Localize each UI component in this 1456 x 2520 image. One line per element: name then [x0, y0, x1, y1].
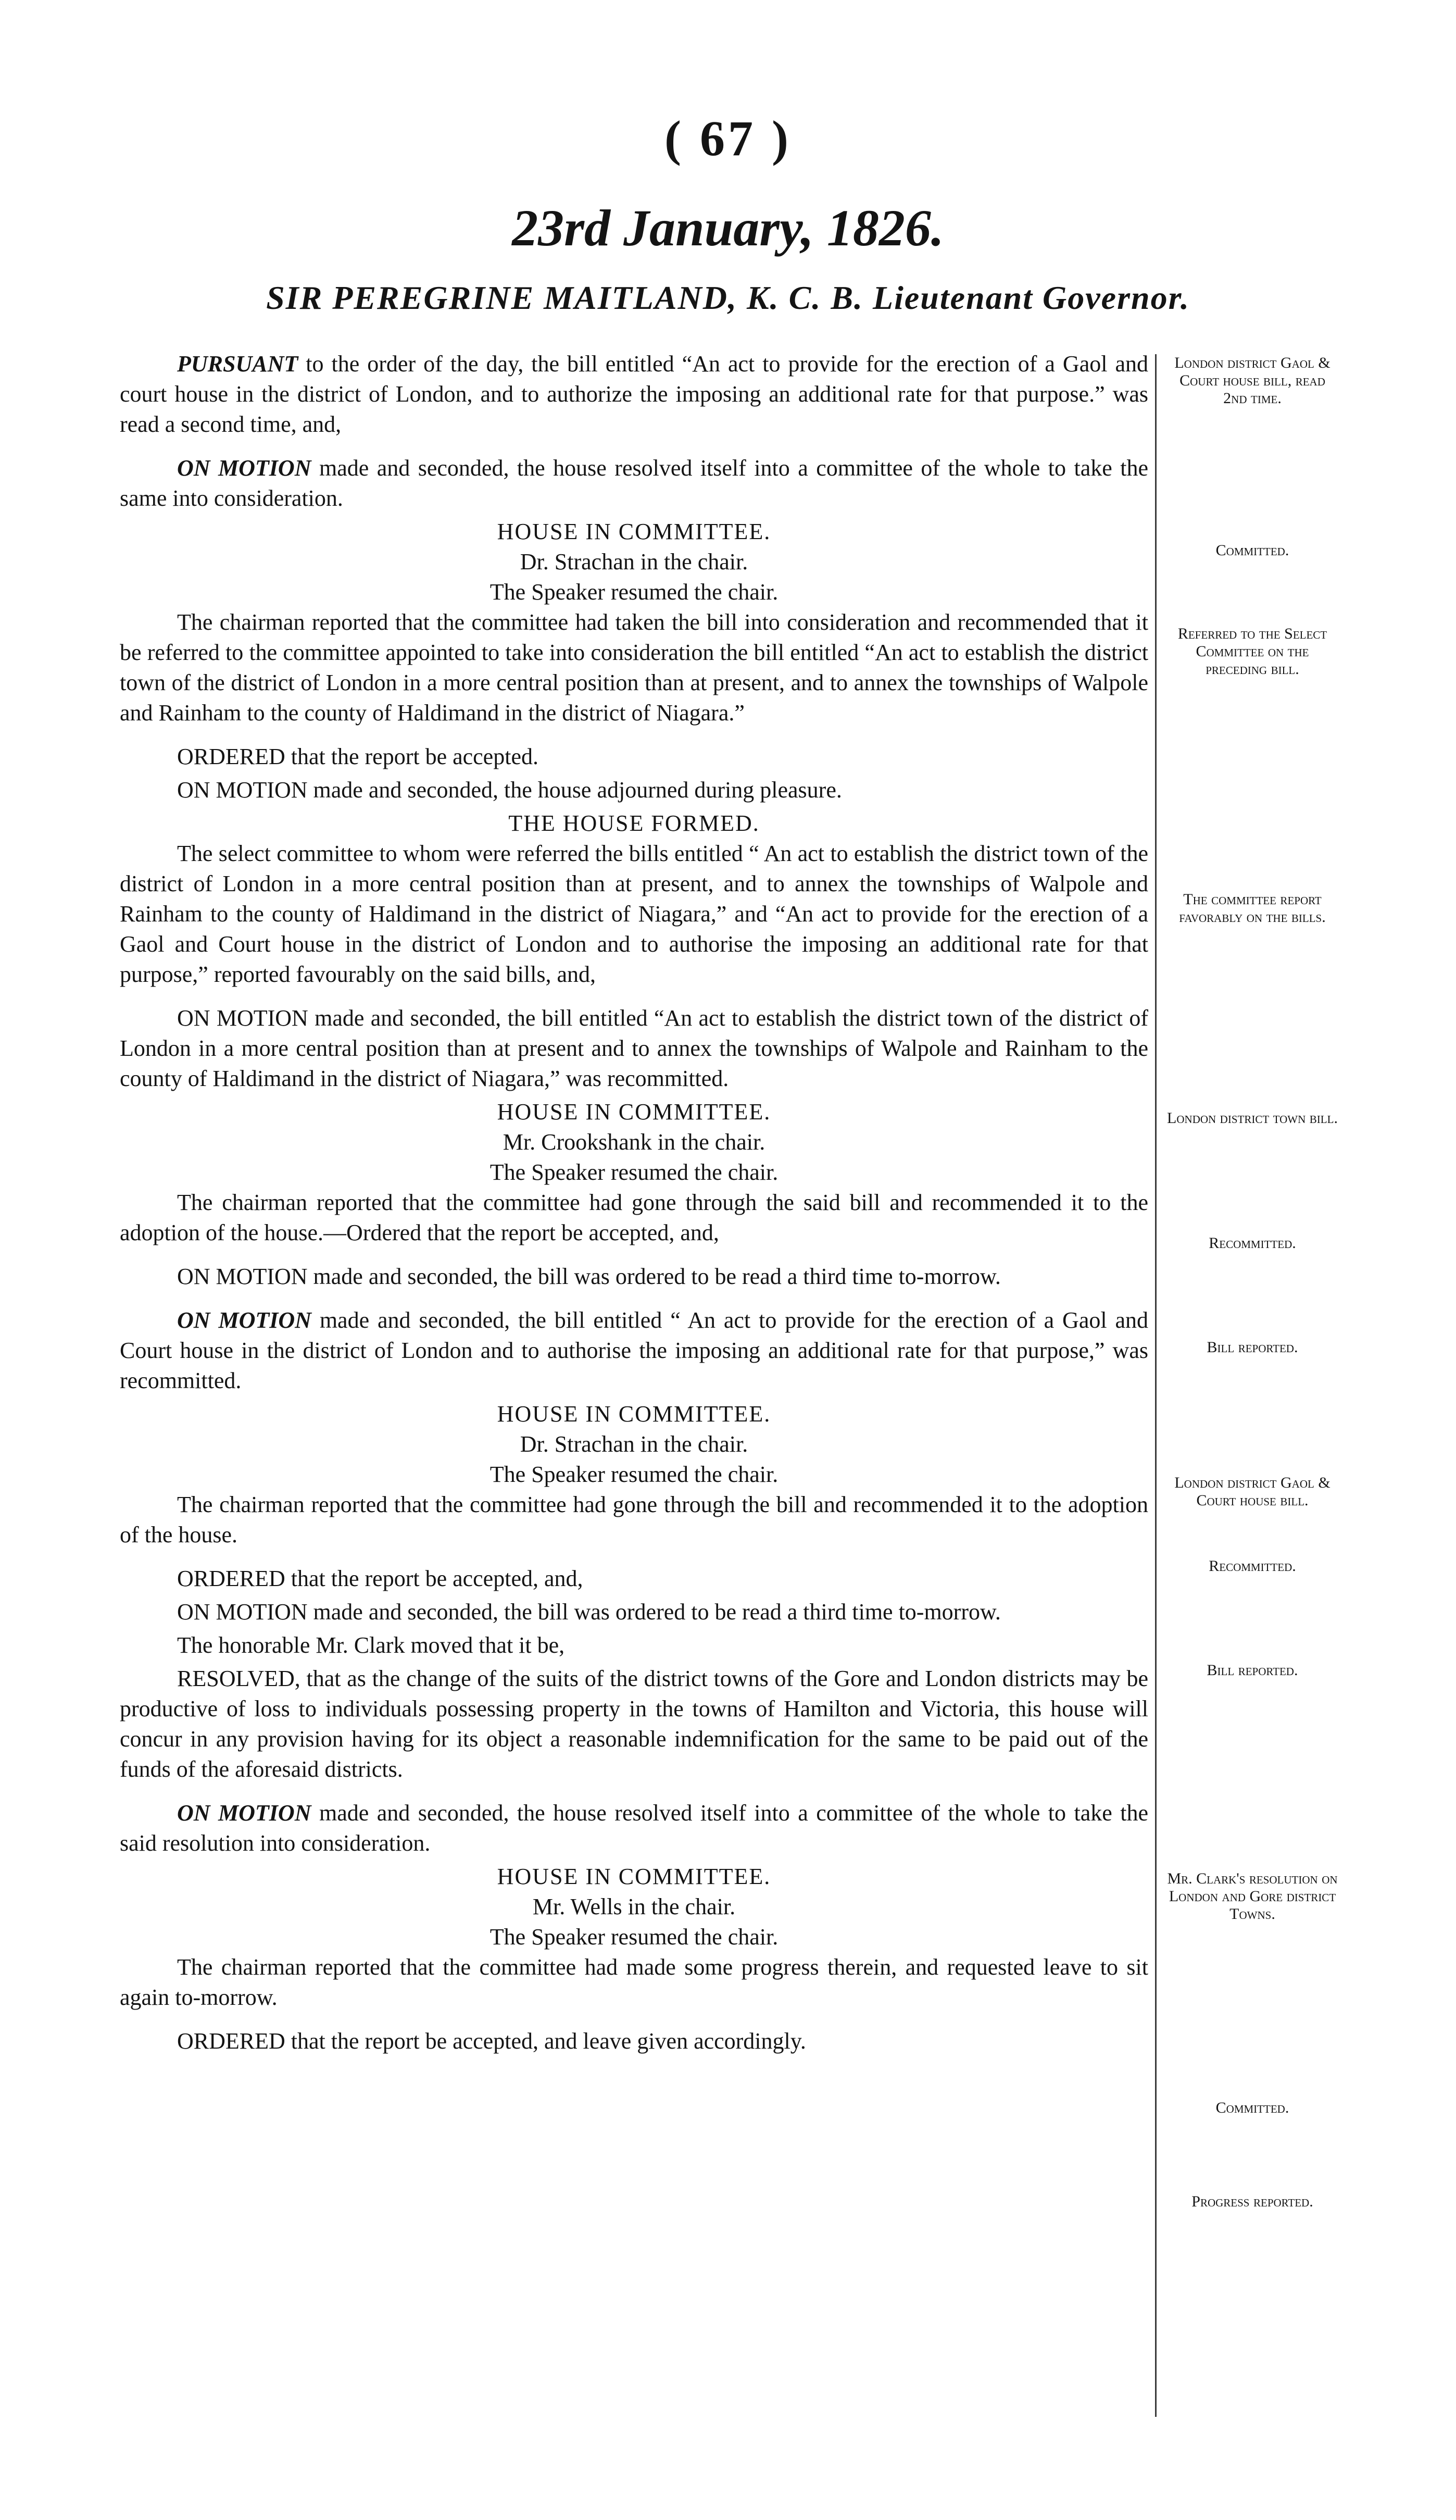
lead-word: PURSUANT	[177, 351, 298, 377]
margin-note: Referred to the Select Committee on the preceding bill.	[1177, 625, 1327, 678]
committee-heading: HOUSE IN COMMITTEE.	[497, 519, 771, 544]
house-formed-heading: THE HOUSE FORMED.	[508, 810, 760, 836]
paragraph: ON MOTION made and seconded, the house resolved itself into a committee of the whole to take the said resolution into consideration.	[120, 1800, 1148, 1856]
committee-heading: HOUSE IN COMMITTEE.	[497, 1401, 771, 1427]
paragraph: The chairman reported that the committee had gone through the said bill and recommended it to the adoption of the house.—Ordered that the report be accepted, and,	[120, 1190, 1148, 1245]
committee-heading: HOUSE IN COMMITTEE.	[497, 1099, 771, 1125]
paragraph: PURSUANT to the order of the day, the bill entitled “An act to provide for the erection of a Gaol and court house in the district of London, and to authorize the imposing an additional rate for that purpose.” was read a second time, and,	[120, 351, 1148, 437]
paragraph: ON MOTION made and seconded, the bill entitled “An act to establish the district town of the district of London in a more central position than at present and to annex the townships of Walpole and Rainham to the county of Haldimand in the district of Niagara,” was recommitted.	[120, 1005, 1148, 1091]
margin-note: Bill reported.	[1207, 1339, 1298, 1356]
margin-note: Progress reported.	[1191, 2193, 1313, 2210]
margin-note: Recommitted.	[1209, 1557, 1296, 1575]
margin-note: Bill reported.	[1207, 1662, 1298, 1679]
margin-note: Committed.	[1215, 2099, 1289, 2116]
chair-line: Dr. Strachan in the chair.	[520, 549, 748, 575]
paragraph: RESOLVED, that as the change of the suits of the district towns of the Gore and London districts may be productive of loss to individuals possessing property in the towns of Hamilton and Victoria, this house will concur in any provision having for its object a reasonable indemnification for the same to be paid out of the funds of the aforesaid districts.	[120, 1666, 1148, 1782]
chair-line: Dr. Strachan in the chair.	[520, 1431, 748, 1457]
date-heading: 23rd January, 1826.	[512, 199, 944, 257]
lead-word: ON MOTION	[177, 1800, 311, 1826]
paragraph: ON MOTION made and seconded, the house adjourned during pleasure.	[177, 777, 842, 803]
margin-note: Mr. Clark's resolution on London and Gore district Towns.	[1167, 1870, 1338, 1923]
paragraph: ON MOTION made and seconded, the bill was ordered to be read a third time to-morrow.	[177, 1599, 1001, 1625]
speaker-line: The Speaker resumed the chair.	[489, 1462, 779, 1487]
margin-rule	[1155, 354, 1157, 2417]
speaker-line: The Speaker resumed the chair.	[489, 1159, 779, 1185]
paragraph: The honorable Mr. Clark moved that it be,	[177, 1632, 565, 1658]
margin-note: London district Gaol & Court house bill.	[1174, 1474, 1331, 1509]
paragraph: The chairman reported that the committee had made some progress therein, and requested leave to sit again to-morrow.	[120, 1954, 1148, 2010]
page-number: ( 67 )	[664, 110, 792, 166]
paragraph: The chairman reported that the committee had taken the bill into consideration and recommended that it be referred to the committee appointed to take into consideration the bill entitled “An act to establish the district town of the district of London in a more central position than at present, and to annex the townships of Walpole and Rainham to the county of Haldimand in the district of Niagara.”	[120, 609, 1148, 726]
margin-note: London district town bill.	[1167, 1109, 1338, 1127]
speaker-line: The Speaker resumed the chair.	[489, 1924, 779, 1950]
lead-word: ON MOTION	[177, 1307, 311, 1333]
paragraph: ORDERED that the report be accepted, and leave given accordingly.	[177, 2028, 806, 2054]
speaker-line: The Speaker resumed the chair.	[489, 579, 779, 605]
journal-body	[120, 349, 1148, 2070]
governor-line: SIR PEREGRINE MAITLAND, K. C. B. Lieutenant Governor.	[266, 279, 1190, 316]
margin-note: London district Gaol & Court house bill, read 2nd time.	[1174, 354, 1331, 407]
paragraph: ON MOTION made and seconded, the bill entitled “ An act to provide for the erection of a Gaol and Court house in the district of London and to authorise the imposing an additional rate for that purpose,” was recommitted.	[120, 1307, 1149, 1393]
paragraph: ON MOTION made and seconded, the house resolved itself into a committee of the whole to take the same into consideration.	[120, 455, 1148, 511]
margin-note: Committed.	[1215, 542, 1289, 559]
lead-word: ON MOTION	[177, 455, 311, 481]
margin-note: The committee report favorably on the bills.	[1179, 891, 1326, 926]
chair-line: Mr. Crookshank in the chair.	[503, 1129, 765, 1155]
paragraph: ORDERED that the report be accepted, and,	[177, 1566, 583, 1591]
chair-line: Mr. Wells in the chair.	[532, 1894, 736, 1919]
paragraph: ORDERED that the report be accepted.	[177, 744, 538, 769]
committee-heading: HOUSE IN COMMITTEE.	[497, 1864, 771, 1889]
margin-note: Recommitted.	[1209, 1234, 1296, 1252]
paragraph: The select committee to whom were referred the bills entitled “ An act to establish the district town of the district of London in a more central position than at present, and to annex the townships of Walpole and Rainham to the county of Haldimand in the district of Niagara,” and “An act to provide for the erection of a Gaol and Court house in the district of London and to authorise the imposing an additional rate for that purpose,” reported favourably on the said bills, and,	[120, 841, 1148, 987]
paragraph: The chairman reported that the committee had gone through the bill and recommended it to the adoption of the house.	[120, 1492, 1148, 1548]
paragraph: ON MOTION made and seconded, the bill was ordered to be read a third time to-morrow.	[177, 1264, 1001, 1289]
